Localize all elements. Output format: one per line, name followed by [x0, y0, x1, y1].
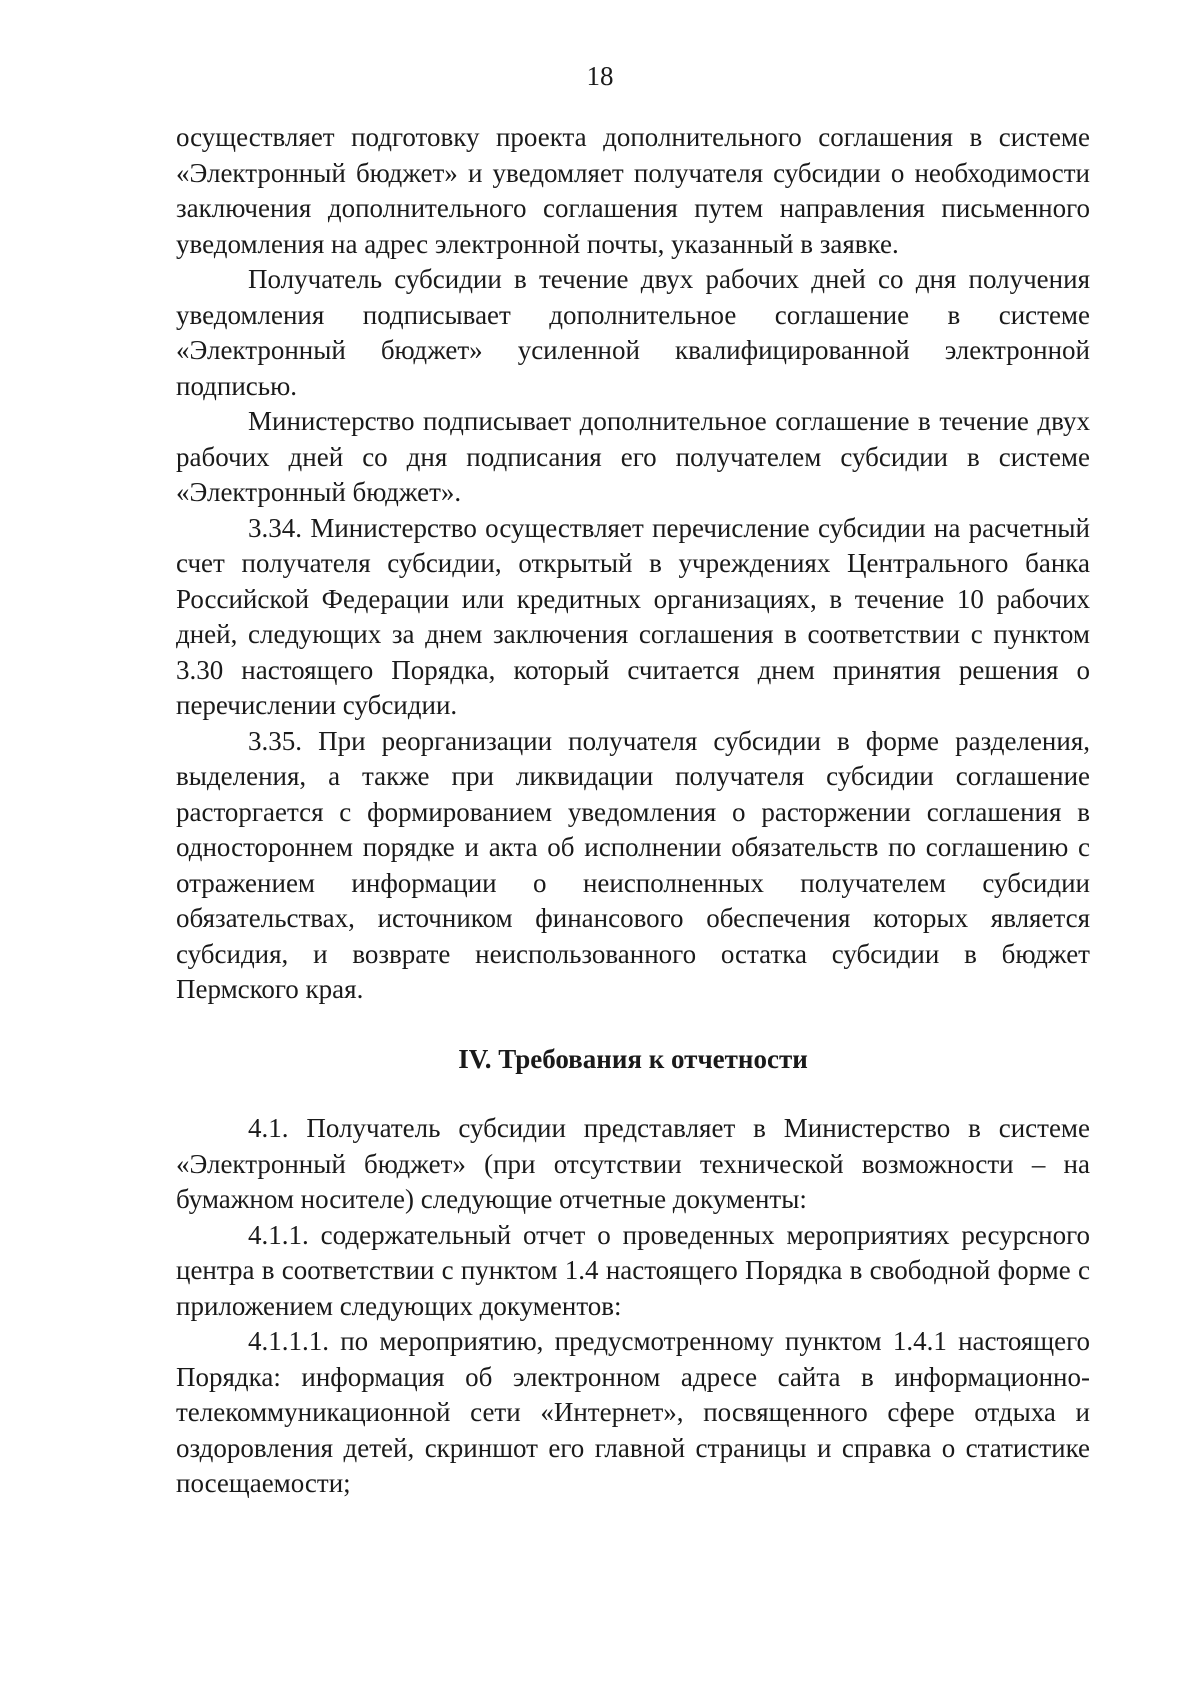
clause-4-1-1-1 — [176, 1324, 1090, 1502]
clause-text: содержательный отчет о проведенных мероприятиях ресурсного центра в соответствии с пунктом 1.4 настоящего Порядка в свободной форме с приложением следующих документов: — [176, 1219, 1091, 1321]
clause-number: 4.1.1.1. — [248, 1326, 329, 1356]
clause-3-35 — [176, 724, 1090, 1008]
clause-4-1-1 — [176, 1218, 1090, 1325]
clause-text: Министерство осуществляет перечисление субсидии на расчетный счет получателя субсидии, открытый в учреждениях Центрального банка Российской Федерации или кредитных организациях, в течение 10 рабочих дней, следующих за днем заключения соглашения в соответствии с пунктом 3.30 настоящего Порядка, который считается днем принятия решения о перечислении субсидии. — [176, 512, 1091, 720]
clause-text: Получатель субсидии представляет в Министерство в системе «Электронный бюджет» (при отсутствии технической возможности – на бумажном носителе) следующие отчетные документы: — [176, 1113, 1090, 1214]
clause-number: 4.1. — [248, 1113, 289, 1143]
clause-number: 4.1.1. — [248, 1219, 309, 1250]
clause-4-1 — [176, 1111, 1090, 1218]
paragraph-ministry-signs: Министерство подписывает дополнительное соглашение в течение двух рабочих дней со дня подписания его получателем субсидии в системе «Электронный бюджет». — [176, 406, 1090, 507]
clause-3-34 — [176, 511, 1090, 724]
section-heading: IV. Требования к отчетности — [458, 1043, 808, 1074]
clause-text: по мероприятию, предусмотренному пунктом 1.4.1 настоящего Порядка: информация об электронном адресе сайта в информационно-телекоммуникационной сети «Интернет», посвященного сфере отдыха и оздоровления детей, скриншот его главной страницы и справка о статистике посещаемости; — [176, 1326, 1091, 1498]
paragraph-recipient-signs: Получатель субсидии в течение двух рабочих дней со дня получения уведомления подписывает дополнительное соглашение в системе «Электронный бюджет» усиленной квалифицированной электронной подписью. — [176, 264, 1090, 401]
clause-number: 3.35. — [248, 725, 302, 756]
document-body — [176, 120, 1090, 1502]
clause-number: 3.34. — [248, 512, 302, 543]
page-number: 18 — [586, 61, 614, 91]
clause-text: При реорганизации получателя субсидии в форме разделения, выделения, а также при ликвидации получателя субсидии соглашение расторгается с формированием уведомления о расторжении соглашения в одностороннем порядке и акта об исполнении обязательств по соглашению с отражением информации о неисполненных получателем субсидии обязательствах, источником финансового обеспечения которых является субсидия, и возврате неиспользованного остатка субсидии в бюджет Пермского края. — [176, 725, 1090, 1004]
paragraph-continuation: осуществляет подготовку проекта дополнительного соглашения в системе «Электронный бюджет» и уведомляет получателя субсидии о необходимости заключения дополнительного соглашения путем направления письменного уведомления на адрес электронной почты, указанный в заявке. — [176, 122, 1090, 259]
